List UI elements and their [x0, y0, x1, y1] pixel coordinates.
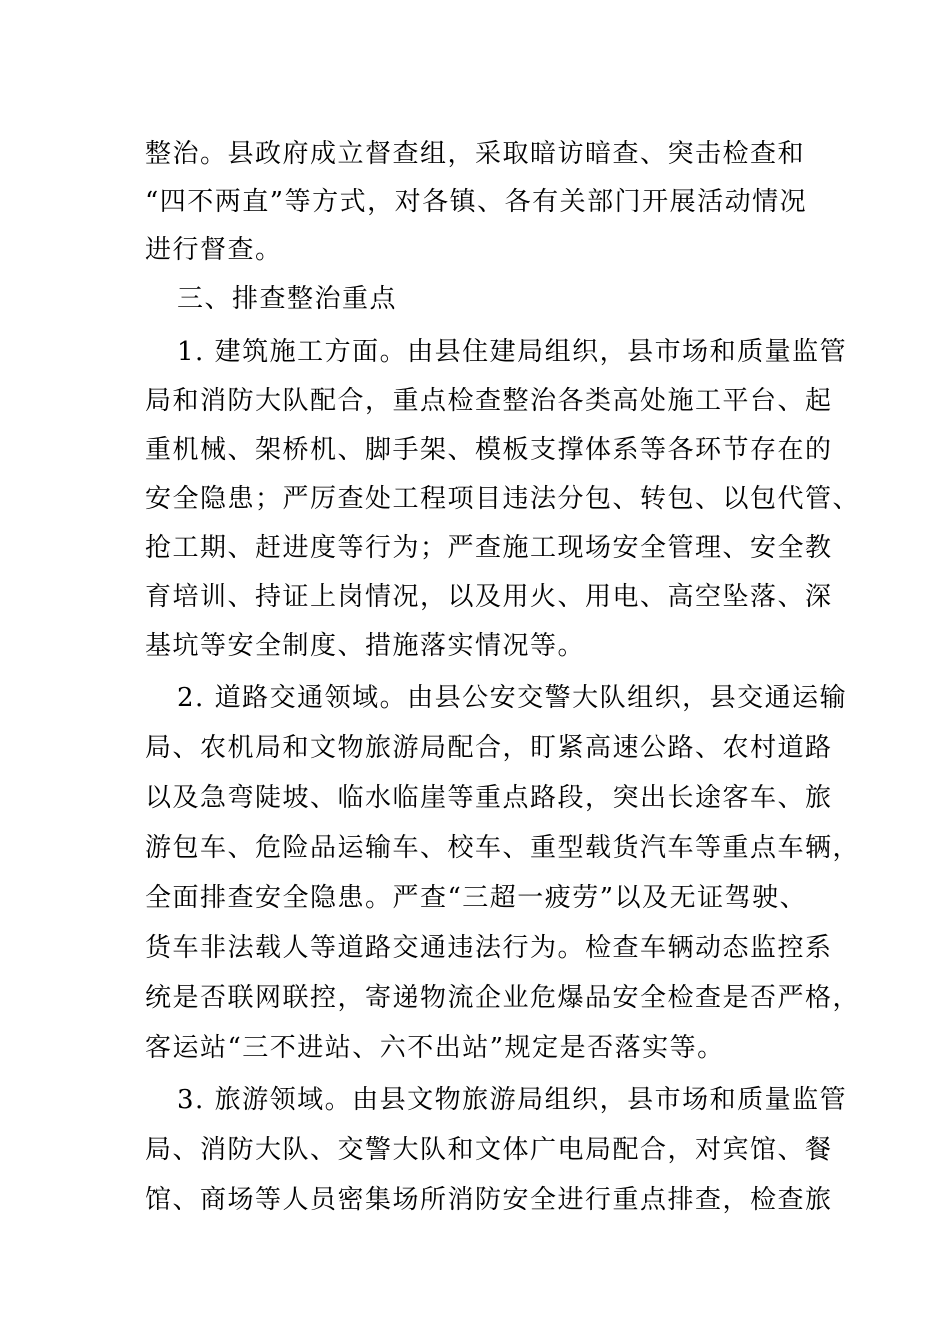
body-text-line: 全面排查安全隐患。严查“三超一疲劳”以及无证驾驶、	[145, 883, 808, 913]
body-text-line: 游包车、危险品运输车、校车、重型载货汽车等重点车辆，	[145, 833, 861, 863]
body-text-line: “四不两直”等方式，对各镇、各有关部门开展活动情况	[145, 187, 808, 217]
body-text-line: 局、消防大队、交警大队和文体广电局配合，对宾馆、餐	[145, 1135, 833, 1165]
body-text-line: 抢工期、赶进度等行为；严查施工现场安全管理、安全教	[145, 533, 833, 563]
body-text-line: 局、农机局和文物旅游局配合，盯紧高速公路、农村道路	[145, 733, 833, 763]
body-text-line: 进行督查。	[145, 235, 283, 265]
body-text-line: 3. 旅游领域。由县文物旅游局组织，县市场和质量监管	[177, 1085, 848, 1115]
body-text-line: 安全隐患；严厉查处工程项目违法分包、转包、以包代管、	[145, 484, 861, 514]
body-text-line: 1. 建筑施工方面。由县住建局组织，县市场和质量监管	[177, 337, 848, 367]
body-text-line: 以及急弯陡坡、临水临崖等重点路段，突出长途客车、旅	[145, 783, 833, 813]
body-text-line: 重机械、架桥机、脚手架、模板支撑体系等各环节存在的	[145, 435, 833, 465]
body-text-line: 客运站“三不进站、六不出站”规定是否落实等。	[145, 1033, 725, 1063]
body-text-line: 整治。县政府成立督查组，采取暗访暗查、突击检查和	[145, 139, 806, 169]
body-text-line: 育培训、持证上岗情况，以及用火、用电、高空坠落、深	[145, 582, 833, 612]
body-text-line: 馆、商场等人员密集场所消防安全进行重点排查，检查旅	[145, 1185, 833, 1215]
body-text-line: 货车非法载人等道路交通违法行为。检查车辆动态监控系	[145, 933, 833, 963]
section-heading: 三、排查整治重点	[177, 284, 398, 314]
body-text-line: 局和消防大队配合，重点检查整治各类高处施工平台、起	[145, 386, 833, 416]
body-text-line: 基坑等安全制度、措施落实情况等。	[145, 631, 586, 661]
body-text-line: 2. 道路交通领域。由县公安交警大队组织，县交通运输	[177, 683, 848, 713]
body-text-line: 统是否联网联控，寄递物流企业危爆品安全检查是否严格，	[145, 983, 861, 1013]
